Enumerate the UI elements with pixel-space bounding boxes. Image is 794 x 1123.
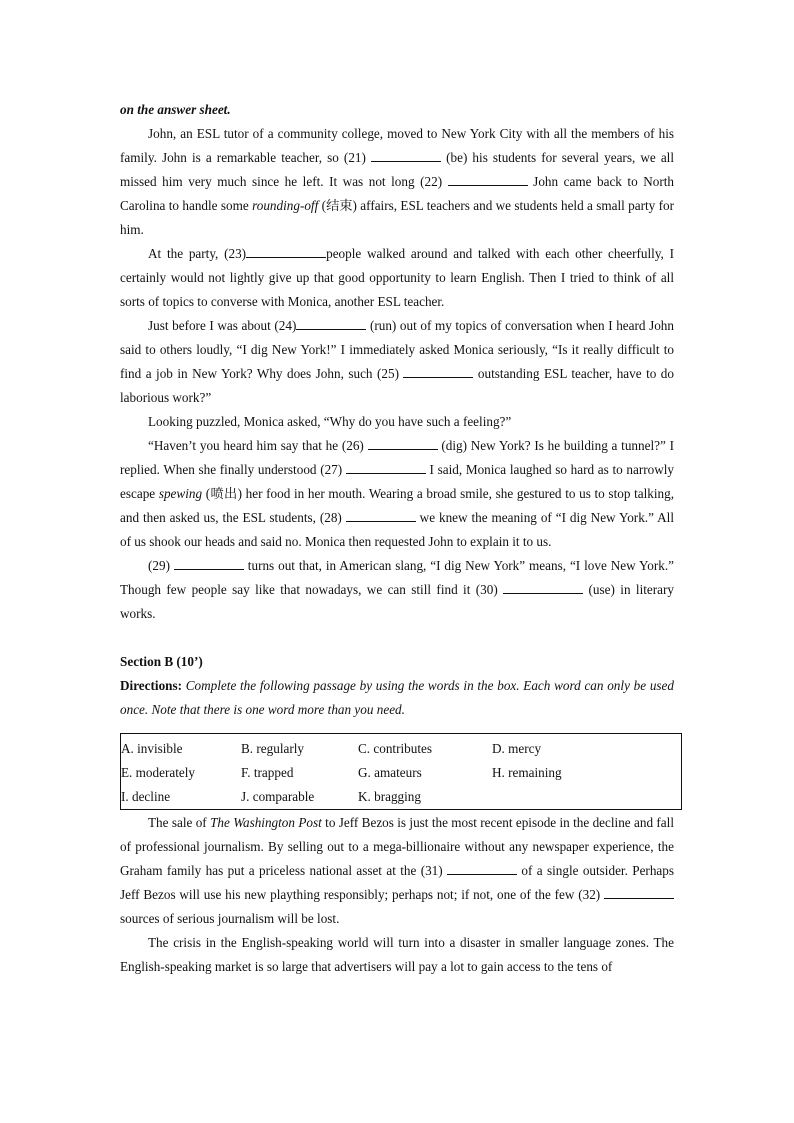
paragraph-a2 bbox=[120, 242, 674, 314]
word-option: A. invisible bbox=[121, 741, 183, 756]
blank-27[interactable] bbox=[346, 459, 426, 474]
word-option: B. regularly bbox=[241, 741, 304, 756]
word-option: G. amateurs bbox=[358, 765, 422, 780]
text-segment: turns out that, in American slang, “I dig New York” means, “I love New York.” Though few people say like that nowadays, we can still find it (30) bbox=[120, 558, 674, 597]
text-segment: The sale of bbox=[148, 815, 211, 830]
blank-23[interactable] bbox=[246, 243, 326, 258]
paragraph-a6 bbox=[120, 554, 674, 626]
blank-31[interactable] bbox=[447, 860, 517, 875]
intro-text: on the answer sheet. bbox=[120, 102, 231, 117]
text-segment: I said, Monica laughed so hard as to narrowly escape bbox=[120, 462, 674, 501]
paragraph-a4 bbox=[120, 410, 674, 434]
document-page bbox=[120, 98, 674, 979]
word-box-row bbox=[121, 737, 681, 761]
blank-26[interactable] bbox=[368, 435, 438, 450]
word-option: J. comparable bbox=[241, 789, 315, 804]
blank-32[interactable] bbox=[604, 884, 674, 899]
word-option bbox=[492, 785, 612, 809]
text-segment: Looking puzzled, Monica asked, “Why do you have such a feeling?” bbox=[148, 414, 512, 429]
text-segment: “Haven’t you heard him say that he (26) bbox=[148, 438, 368, 453]
directions-text: Complete the following passage by using the words in the box. Each word can only be used once. Note that there is one word more than you need. bbox=[120, 678, 674, 717]
text-segment: people walked around and talked with each other cheerfully, I certainly would not lightly give up that good opportunity to learn English. Then I tried to think of all sorts of topics to converse with Monica, another ESL teacher. bbox=[120, 246, 675, 309]
word-option: C. contributes bbox=[358, 741, 432, 756]
text-segment: (喷出) her food in her mouth. Wearing a broad smile, she gestured to us to stop talking, and then asked us, the ESL students, (28) bbox=[120, 486, 675, 525]
text-segment: (29) bbox=[148, 558, 174, 573]
section-b-title: Section B (10’) bbox=[120, 654, 203, 669]
blank-25[interactable] bbox=[403, 363, 473, 378]
word-option: D. mercy bbox=[492, 741, 542, 756]
word-option: H. remaining bbox=[492, 765, 562, 780]
word-option: I. decline bbox=[121, 789, 171, 804]
directions-label: Directions: bbox=[120, 678, 183, 693]
word-option: F. trapped bbox=[241, 765, 294, 780]
text-segment: Just before I was about (24) bbox=[148, 318, 297, 333]
intro-line bbox=[120, 98, 674, 122]
text-segment: (be) his students for several years, we all missed him very much since he left. It was not long (22) bbox=[120, 150, 675, 189]
text-segment: outstanding ESL teacher, have to do laborious work?” bbox=[120, 366, 674, 405]
italic-term: spewing bbox=[158, 486, 203, 501]
blank-29[interactable] bbox=[174, 555, 244, 570]
directions bbox=[120, 674, 674, 722]
blank-24[interactable] bbox=[296, 315, 366, 330]
word-box-row bbox=[121, 761, 681, 785]
text-segment: The crisis in the English-speaking world will turn into a disaster in smaller language zones. The English-speaking market is so large that advertisers will pay a lot to gain access to the tens of bbox=[120, 935, 674, 974]
italic-term: rounding-off bbox=[252, 198, 319, 213]
blank-22[interactable] bbox=[448, 171, 528, 186]
text-segment: (use) in literary works. bbox=[120, 582, 674, 621]
blank-30[interactable] bbox=[503, 579, 583, 594]
paragraph-b2 bbox=[120, 931, 674, 979]
text-segment: John, an ESL tutor of a community college, moved to New York City with all the members of his family. John is a remarkable teacher, so (21) bbox=[120, 126, 674, 165]
italic-term: The Washington Post bbox=[210, 815, 322, 830]
word-box bbox=[120, 733, 682, 810]
word-option: E. moderately bbox=[121, 765, 195, 780]
blank-21[interactable] bbox=[371, 147, 441, 162]
text-segment: John came back to North Carolina to handle some bbox=[120, 174, 675, 213]
text-segment: of a single outsider. Perhaps Jeff Bezos will use his new plaything responsibly; perhaps not; if not, one of the few (32) bbox=[120, 863, 674, 902]
paragraph-a1 bbox=[120, 122, 674, 242]
text-segment: sources of serious journalism will be lost. bbox=[120, 911, 340, 926]
text-segment: (结束) affairs, ESL teachers and we students held a small party for him. bbox=[120, 198, 674, 237]
text-segment: At the party, (23) bbox=[148, 246, 247, 261]
word-box-row bbox=[121, 785, 681, 809]
word-option: K. bragging bbox=[358, 789, 421, 804]
text-segment: to Jeff Bezos is just the most recent episode in the decline and fall of professional journalism. By selling out to a mega-billionaire without any newspaper experience, the Graham family has put a priceless national asset at the (31) bbox=[120, 815, 674, 878]
text-segment: (run) out of my topics of conversation when I heard John said to others loudly, “I dig New York!” I immediately asked Monica seriously, “Is it really difficult to find a job in New York? Why does John, such (25) bbox=[120, 318, 674, 381]
text-segment: (dig) New York? Is he building a tunnel?” I replied. When she finally understood (27) bbox=[120, 438, 674, 477]
paragraph-b1 bbox=[120, 811, 674, 931]
blank-28[interactable] bbox=[346, 507, 416, 522]
paragraph-a5 bbox=[120, 434, 674, 554]
text-segment: we knew the meaning of “I dig New York.” All of us shook our heads and said no. Monica then requested John to explain it to us. bbox=[120, 510, 674, 549]
paragraph-a3 bbox=[120, 314, 674, 410]
